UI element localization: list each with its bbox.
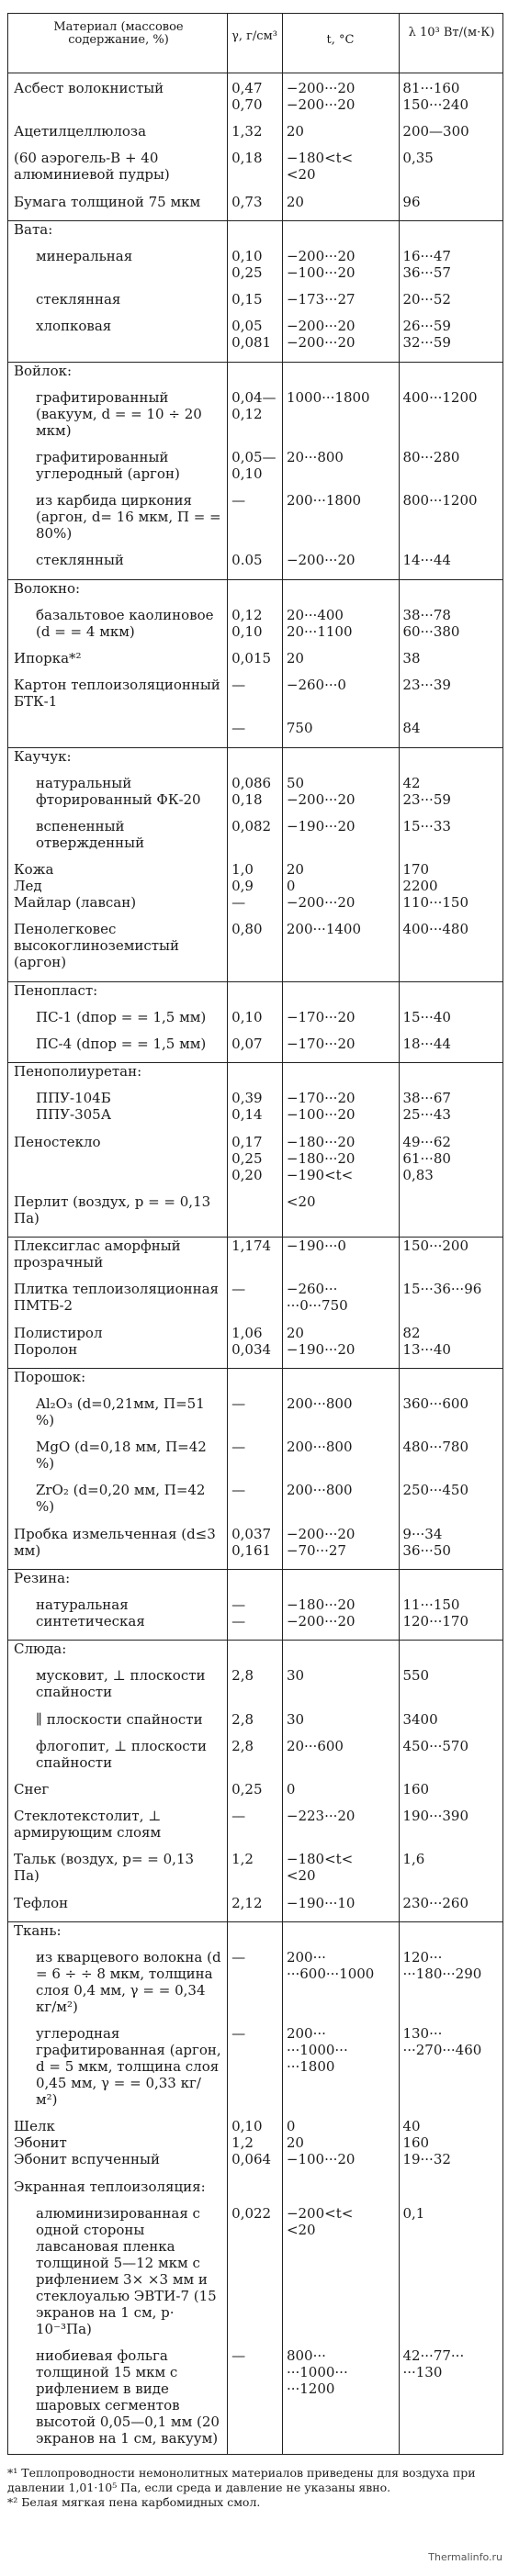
material-cell: Перлит (воздух, p = = 0,13 Па) — [14, 1193, 211, 1226]
material-cell: Порошок: — [14, 1368, 86, 1385]
density-cell: 0,15 — [231, 291, 263, 308]
material-cell: вспененный отвержденный — [36, 818, 145, 852]
density-cell: — — [231, 1948, 246, 1966]
density-cell: 0,05 0,081 — [231, 318, 272, 352]
material-cell: Резина: — [14, 1569, 71, 1586]
header-conductivity: λ 10³ Вт/(м·К) — [408, 26, 495, 39]
table-row — [8, 1325, 502, 1358]
material-cell: Слюда: — [14, 1641, 67, 1658]
temperature-cell: <20 — [286, 1193, 316, 1210]
temperature-cell: 200···800 — [286, 1439, 353, 1456]
table-row — [8, 1281, 502, 1314]
conductivity-cell: 9···34 36···50 — [402, 1525, 451, 1559]
material-cell: натуральный фторированный ФК-20 — [36, 774, 201, 808]
material-cell: ППУ-104Б ППУ-305А — [36, 1090, 112, 1124]
density-cell: 0,25 — [231, 1780, 263, 1798]
conductivity-cell: 18···44 — [402, 1036, 451, 1053]
conductivity-cell: 3400 — [402, 1710, 438, 1728]
conductivity-cell: 38 — [402, 650, 421, 667]
footnotes — [7, 2466, 503, 2510]
temperature-cell: −170···20 — [286, 1008, 356, 1025]
table-row — [8, 2347, 502, 2447]
material-cell: Тефлон — [14, 1894, 69, 1911]
table-row — [8, 775, 502, 808]
conductivity-cell: 0,35 — [402, 150, 434, 167]
temperature-cell: 0 20 −100···20 — [286, 2118, 356, 2168]
table-row — [8, 1781, 502, 1798]
table-row — [8, 1808, 502, 1841]
conductivity-cell: 84 — [402, 720, 421, 737]
table-row — [8, 1368, 502, 1385]
conductivity-cell: 1,6 — [402, 1851, 425, 1868]
temperature-cell: 750 — [286, 720, 313, 737]
table-row — [8, 1640, 502, 1657]
density-cell: — — [231, 2346, 246, 2364]
density-cell: — — [231, 1808, 246, 1825]
density-cell: 2,12 — [231, 1894, 263, 1911]
material-cell: ПС-4 (dпор = = 1,5 мм) — [36, 1036, 207, 1053]
table-row — [8, 1439, 502, 1472]
density-cell: — — [231, 1394, 246, 1412]
conductivity-cell: 42···77··· ···130 — [402, 2346, 465, 2380]
table-row — [8, 1482, 502, 1515]
density-cell: — — — [231, 1596, 246, 1630]
table-row — [8, 607, 502, 640]
material-cell: графитированный (вакуум, d = = 10 ÷ 20 мкм) — [36, 388, 202, 439]
material-cell: Шелк Эбонит Эбонит вспученный — [14, 2118, 160, 2168]
conductivity-cell: 250···450 — [402, 1482, 469, 1499]
temperature-cell: −170···20 −100···20 — [286, 1090, 356, 1124]
temperature-cell: 200···800 — [286, 1394, 353, 1412]
temperature-cell: −190···20 — [286, 818, 356, 835]
conductivity-cell: 450···570 — [402, 1737, 469, 1754]
conductivity-cell: 190···390 — [402, 1808, 468, 1825]
temperature-cell: 1000···1800 — [286, 388, 370, 406]
materials-table — [7, 13, 503, 2455]
table-row — [8, 861, 502, 911]
conductivity-cell: 11···150 120···170 — [402, 1596, 469, 1630]
material-cell: Пенополиуретан: — [14, 1063, 142, 1081]
table-row — [8, 1062, 502, 1080]
density-cell: — — [231, 2025, 246, 2043]
temperature-cell: −170···20 — [286, 1036, 356, 1053]
table-row — [8, 123, 502, 140]
density-cell: — — [231, 1439, 246, 1456]
density-cell: 0,086 0,18 — [231, 774, 272, 808]
material-cell: Кожа Лед Майлар (лавсан) — [14, 861, 137, 912]
material-cell: Плексиглас аморфный прозрачный — [14, 1238, 181, 1271]
header-material: Материал (массовое содержание, %) — [53, 20, 184, 47]
conductivity-cell: 480···780 — [402, 1439, 469, 1456]
material-cell: Стеклотекстолит, ⊥ армирующим слоям — [14, 1808, 162, 1842]
conductivity-cell: 40 160 19···32 — [402, 2118, 451, 2168]
temperature-cell: −200···20 −200···20 — [286, 318, 356, 352]
conductivity-cell: 170 2200 110···150 — [402, 861, 468, 912]
table-row — [8, 220, 502, 238]
temperature-cell: −223···20 — [286, 1808, 356, 1825]
temperature-cell: −190···10 — [286, 1894, 356, 1911]
temperature-cell: −260···0 — [286, 677, 346, 694]
density-cell: 0,10 — [231, 1008, 263, 1025]
density-cell: 0,037 0,161 — [231, 1525, 272, 1559]
density-cell: 1,174 — [231, 1238, 272, 1255]
table-row — [8, 677, 502, 710]
density-cell: 1,32 — [231, 123, 263, 140]
material-cell: ZrO₂ (d=0,20 мм, П=42 %) — [36, 1482, 206, 1516]
temperature-cell: 30 — [286, 1667, 305, 1685]
table-row — [8, 2118, 502, 2167]
temperature-cell: 200···1400 — [286, 921, 361, 938]
temperature-cell: −200<t< <20 — [286, 2204, 354, 2238]
conductivity-cell: 15···33 — [402, 818, 451, 835]
density-cell: 0,04— 0,12 — [231, 388, 277, 422]
footnote-1: *¹ Теплопроводности немонолитных материалов приведены для воздуха при давлении 1,01·10⁵ Па, если среда и давление не указаны явно. — [7, 2466, 476, 2494]
conductivity-cell: 15···40 — [402, 1008, 451, 1025]
table-row — [8, 1134, 502, 1183]
material-cell: хлопковая — [36, 318, 112, 335]
material-cell: Волокно: — [14, 579, 81, 597]
density-cell: 2,8 — [231, 1737, 254, 1754]
material-cell: Пробка измельченная (d≤3 мм) — [14, 1525, 216, 1559]
material-cell: ПС-1 (dпор = = 1,5 мм) — [36, 1008, 207, 1025]
temperature-cell: 30 — [286, 1710, 305, 1728]
table-row — [8, 1090, 502, 1123]
conductivity-cell: 15···36···96 — [402, 1281, 482, 1298]
temperature-cell: 20···800 — [286, 449, 344, 466]
material-cell: из карбида циркония (аргон, d= 16 мкм, П = = 80%) — [36, 492, 221, 543]
conductivity-cell: 96 — [402, 193, 421, 210]
temperature-cell: 200··· ···600···1000 — [286, 1948, 375, 1982]
density-cell: 0,10 1,2 0,064 — [231, 2118, 272, 2168]
density-cell: — — [231, 492, 246, 510]
temperature-cell: 20···400 20···1100 — [286, 606, 353, 640]
material-cell: Каучук: — [14, 747, 72, 765]
conductivity-cell: 38···78 60···380 — [402, 606, 460, 640]
table-row — [8, 650, 502, 666]
table-row — [8, 720, 502, 736]
table-row — [8, 1851, 502, 1884]
material-cell: натуральная синтетическая — [36, 1596, 145, 1630]
table-row — [8, 981, 502, 999]
header-temperature: t, °C — [326, 33, 355, 47]
conductivity-cell: 160 — [402, 1780, 430, 1798]
density-cell: 0,07 — [231, 1036, 263, 1053]
density-cell: 1,06 0,034 — [231, 1324, 272, 1358]
temperature-cell: 20 — [286, 193, 304, 210]
density-cell: 0,47 0,70 — [231, 80, 263, 113]
table-row — [8, 194, 502, 210]
conductivity-cell: 800···1200 — [402, 492, 478, 510]
table-row — [8, 921, 502, 970]
material-cell: стеклянная — [36, 291, 121, 308]
conductivity-cell: 400···1200 — [402, 388, 478, 406]
conductivity-cell: 130··· ···270···460 — [402, 2025, 482, 2059]
material-cell: Вата: — [14, 220, 53, 238]
conductivity-cell: 81···160 150···240 — [402, 80, 468, 113]
table-row — [8, 80, 502, 113]
table-row — [8, 248, 502, 281]
material-cell: Пенопласт: — [14, 981, 98, 999]
temperature-cell: 200···1800 — [286, 492, 362, 510]
material-cell: Бумага толщиной 75 мкм — [14, 193, 201, 210]
density-cell: 1,2 — [231, 1851, 254, 1868]
density-cell: — — [231, 1281, 246, 1298]
table-row — [8, 362, 502, 379]
density-cell: — — [231, 677, 246, 694]
conductivity-cell: 82 13···40 — [402, 1324, 451, 1358]
density-cell: 0,18 — [231, 150, 263, 167]
temperature-cell: −180···20 −200···20 — [286, 1596, 356, 1630]
conductivity-cell: 20···52 — [402, 291, 451, 308]
material-cell: Ипорка*² — [14, 650, 82, 667]
temperature-cell: 200···800 — [286, 1482, 353, 1499]
temperature-cell: −180···20 −180···20 −190<t< — [286, 1133, 356, 1183]
table-row — [8, 747, 502, 765]
material-cell: из кварцевого волокна (d = 6 ÷ ÷ 8 мкм, толщина слоя 0,4 мм, γ = = 0,34 кг/м²) — [36, 1948, 221, 2015]
temperature-cell: −200···20 — [286, 552, 356, 569]
conductivity-cell: 14···44 — [402, 552, 451, 569]
material-cell: алюминизированная с одной стороны лавсановая пленка толщиной 5—12 мкм с рифлением 3× ×3 мм и стеклоуалью ЭВТИ-7 (15 экранов на 1 см, p· 10⁻³Па) — [36, 2204, 217, 2337]
temperature-cell: 50 −200···20 — [286, 774, 356, 808]
density-cell: 0,39 0,14 — [231, 1090, 263, 1124]
temperature-cell: −260··· ···0···750 — [286, 1281, 348, 1315]
table-row — [8, 1895, 502, 1911]
material-cell: стеклянный — [36, 552, 124, 569]
temperature-cell: −200···20 −200···20 — [286, 80, 356, 113]
table-row — [8, 1569, 502, 1586]
table-row — [8, 1921, 502, 1939]
density-cell: 2,8 — [231, 1667, 254, 1685]
conductivity-cell: 26···59 32···59 — [402, 318, 451, 352]
density-cell: 0,10 0,25 — [231, 248, 263, 282]
table-row — [8, 1596, 502, 1630]
temperature-cell: 20 −190···20 — [286, 1324, 356, 1358]
conductivity-cell: 16···47 36···57 — [402, 248, 451, 282]
density-cell: 0,17 0,25 0,20 — [231, 1133, 263, 1183]
table-row — [8, 389, 502, 439]
material-cell: мусковит, ⊥ плоскости спайности — [36, 1667, 206, 1701]
material-cell: Ткань: — [14, 1921, 62, 1939]
material-cell: Картон теплоизоляционный БТК-1 — [14, 677, 220, 711]
material-cell: базальтовое каолиновое (d = = 4 мкм) — [36, 606, 214, 640]
material-cell: Войлок: — [14, 362, 73, 379]
table-row — [8, 1009, 502, 1025]
material-cell: Тальк (воздух, p= = 0,13 Па) — [14, 1851, 195, 1885]
density-cell: 0,022 — [231, 2204, 272, 2222]
material-cell: Al₂O₃ (d=0,21мм, П=51 %) — [36, 1394, 205, 1428]
material-cell: Экранная теплоизоляция: — [14, 2178, 206, 2195]
material-cell: (60 аэрогель-В + 40 алюминиевой пудры) — [14, 150, 170, 184]
conductivity-cell: 49···62 61···80 0,83 — [402, 1133, 451, 1183]
table-row — [8, 1193, 502, 1226]
conductivity-cell: 400···480 — [402, 921, 468, 938]
table-row — [8, 449, 502, 482]
table-row — [8, 1711, 502, 1728]
table-row — [8, 818, 502, 851]
conductivity-cell: 200—300 — [402, 123, 469, 140]
temperature-cell: 0 — [286, 1780, 296, 1798]
density-cell: 0,80 — [231, 921, 263, 938]
table-row — [8, 150, 502, 183]
table-row — [8, 2205, 502, 2337]
table-row — [8, 552, 502, 568]
material-cell: графитированный углеродный (аргон) — [36, 449, 180, 483]
table-row — [8, 318, 502, 351]
temperature-cell: 20 0 −200···20 — [286, 861, 356, 912]
density-cell: — — [231, 720, 246, 737]
material-cell: Пенолегковес высокоглиноземистый (аргон) — [14, 921, 179, 971]
table-row — [8, 579, 502, 597]
material-cell: Полистирол Поролон — [14, 1324, 103, 1358]
density-cell: 0.05 — [231, 552, 263, 569]
table-row — [8, 291, 502, 308]
table-row — [8, 1667, 502, 1700]
material-cell: Асбест волокнистый — [14, 80, 164, 96]
conductivity-cell: 360···600 — [402, 1394, 469, 1412]
material-cell: флогопит, ⊥ плоскости спайности — [36, 1737, 207, 1771]
temperature-cell: −200···20 −100···20 — [286, 248, 356, 282]
material-cell: углеродная графитированная (аргон, d = 5 мкм, толщина слоя 0,45 мм, γ = = 0,33 кг/м²) — [36, 2025, 221, 2109]
material-cell: Ацетилцеллюлоза — [14, 123, 147, 140]
table-row — [8, 492, 502, 542]
conductivity-cell: 80···280 — [402, 449, 460, 466]
material-cell: Плитка теплоизоляционная ПМТБ-2 — [14, 1281, 220, 1315]
temperature-cell: 200··· ···1000··· ···1800 — [286, 2025, 348, 2076]
conductivity-cell: 230···260 — [402, 1894, 468, 1911]
density-cell: 2,8 — [231, 1710, 254, 1728]
temperature-cell: 20 — [286, 650, 304, 667]
temperature-cell: 800··· ···1000··· ···1200 — [286, 2346, 348, 2397]
conductivity-cell: 120··· ···180···290 — [402, 1948, 482, 1982]
site-watermark: Thermalinfo.ru — [428, 2551, 502, 2563]
density-cell: 1,0 0,9 — — [231, 861, 254, 912]
conductivity-cell: 42 23···59 — [402, 774, 451, 808]
temperature-cell: −173···27 — [286, 291, 356, 308]
material-cell: MgO (d=0,18 мм, П=42 %) — [36, 1439, 207, 1473]
table-row — [8, 1036, 502, 1052]
conductivity-cell: 550 — [402, 1667, 430, 1685]
table-row — [8, 2025, 502, 2108]
table-row — [8, 1738, 502, 1771]
temperature-cell: −180<t< <20 — [286, 1851, 354, 1885]
density-cell: — — [231, 1482, 246, 1499]
conductivity-cell: 150···200 — [402, 1238, 468, 1255]
density-cell: 0,73 — [231, 193, 263, 210]
temperature-cell: 20 — [286, 123, 304, 140]
table-body — [8, 74, 502, 2454]
density-cell: 0,05— 0,10 — [231, 449, 277, 483]
conductivity-cell: 0,1 — [402, 2204, 425, 2222]
material-cell: ∥ плоскости спайности — [36, 1710, 203, 1728]
footnote-2: *² Белая мягкая пена карбомидных смол. — [7, 2495, 261, 2509]
temperature-cell: −200···20 −70···27 — [286, 1525, 356, 1559]
material-cell: минеральная — [36, 248, 133, 265]
table-row — [8, 1237, 502, 1271]
temperature-cell: −180<t< <20 — [286, 150, 354, 184]
material-cell: Пеностекло — [14, 1133, 101, 1150]
material-cell: Снег — [14, 1780, 50, 1798]
density-cell: 0,015 — [231, 650, 272, 667]
material-cell: ниобиевая фольга толщиной 15 мкм с рифлением в виде шаровых сегментов высотой 0,05—0,1 мм (20 экранов на 1 см, вакуум) — [36, 2346, 220, 2447]
header-density: γ, г/см³ — [231, 29, 277, 43]
density-cell: 0,082 — [231, 818, 272, 835]
conductivity-cell: 23···39 — [402, 677, 451, 694]
conductivity-cell: 38···67 25···43 — [402, 1090, 451, 1124]
table-row — [8, 1395, 502, 1428]
table-row — [8, 1526, 502, 1559]
temperature-cell: 20···600 — [286, 1737, 344, 1754]
density-cell: 0,12 0,10 — [231, 606, 263, 640]
temperature-cell: −190···0 — [286, 1238, 346, 1255]
table-row — [8, 2178, 502, 2195]
table-row — [8, 1949, 502, 2015]
